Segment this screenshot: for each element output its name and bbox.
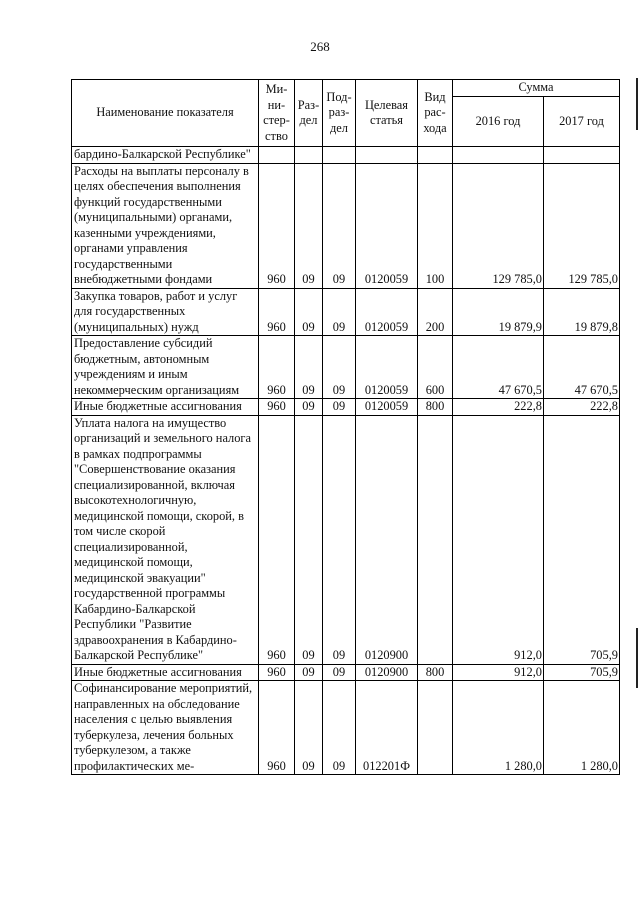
header-name: Наименование показателя <box>72 80 259 147</box>
row-amount-2016 <box>453 147 544 164</box>
row-amount-2017: 222,8 <box>544 399 620 416</box>
row-subsection: 09 <box>323 163 356 288</box>
row-name: Расходы на выплаты персоналу в целях обеспечения выполнения функций государственными (муниципальными) органами, казенными учреждениями, органами управления государственными внебюджетными фондами <box>72 163 259 288</box>
row-section: 09 <box>295 415 323 664</box>
row-name: Софинансирование мероприятий, направленных на обследование населения с целью выявления туберкулеза, лечения больных туберкулезом, а также профилактических ме- <box>72 681 259 775</box>
row-section: 09 <box>295 664 323 681</box>
table-row <box>72 415 620 664</box>
row-ministry: 960 <box>259 163 295 288</box>
row-ministry: 960 <box>259 336 295 399</box>
header-year-2017: 2017 год <box>544 96 620 146</box>
row-subsection: 09 <box>323 399 356 416</box>
row-amount-2016: 912,0 <box>453 664 544 681</box>
row-section: 09 <box>295 163 323 288</box>
row-expense-type <box>418 415 453 664</box>
row-expense-type <box>418 147 453 164</box>
row-amount-2016: 129 785,0 <box>453 163 544 288</box>
row-ministry <box>259 147 295 164</box>
header-year-2016: 2016 год <box>453 96 544 146</box>
table-row <box>72 664 620 681</box>
row-name: Закупка товаров, работ и услуг для государственных (муниципальных) нужд <box>72 288 259 336</box>
header-sum: Сумма <box>453 80 620 97</box>
row-amount-2017: 129 785,0 <box>544 163 620 288</box>
row-name: Иные бюджетные ассигнования <box>72 664 259 681</box>
row-expense-type: 800 <box>418 399 453 416</box>
header-subsection: Под- раз- дел <box>323 80 356 147</box>
row-name: бардино-Балкарской Республике" <box>72 147 259 164</box>
row-section <box>295 147 323 164</box>
row-ministry: 960 <box>259 399 295 416</box>
scan-edge-mark <box>636 78 638 130</box>
row-target: 0120059 <box>356 399 418 416</box>
row-subsection: 09 <box>323 415 356 664</box>
row-name: Уплата налога на имущество организаций и земельного налога в рамках подпрограммы "Совершенствование оказания специализированной, включая высокотехнологичную, медицинской помощи, скорой, в том числе скорой специализированной, медицинской помощи, медицинской эвакуации" государственной программы Кабардино-Балкарской Республики "Развитие здравоохранения в Кабардино-Балкарской Республике" <box>72 415 259 664</box>
header-expense-type: Вид рас- хода <box>418 80 453 147</box>
row-section: 09 <box>295 399 323 416</box>
row-amount-2017 <box>544 147 620 164</box>
row-expense-type: 100 <box>418 163 453 288</box>
budget-table <box>71 79 620 775</box>
row-target: 0120900 <box>356 664 418 681</box>
row-amount-2016: 19 879,9 <box>453 288 544 336</box>
row-target: 0120059 <box>356 288 418 336</box>
row-section: 09 <box>295 681 323 775</box>
row-expense-type: 600 <box>418 336 453 399</box>
row-expense-type: 200 <box>418 288 453 336</box>
scan-edge-mark <box>636 628 638 688</box>
row-name: Предоставление субсидий бюджетным, автономным учреждениям и иным некоммерческим организациям <box>72 336 259 399</box>
row-amount-2017: 1 280,0 <box>544 681 620 775</box>
table-row <box>72 147 620 164</box>
row-subsection: 09 <box>323 664 356 681</box>
table-row <box>72 399 620 416</box>
row-target: 0120059 <box>356 163 418 288</box>
row-amount-2017: 47 670,5 <box>544 336 620 399</box>
row-amount-2017: 19 879,8 <box>544 288 620 336</box>
row-subsection: 09 <box>323 288 356 336</box>
row-subsection: 09 <box>323 681 356 775</box>
row-amount-2016: 222,8 <box>453 399 544 416</box>
row-amount-2017: 705,9 <box>544 415 620 664</box>
row-subsection: 09 <box>323 336 356 399</box>
row-ministry: 960 <box>259 681 295 775</box>
row-target <box>356 147 418 164</box>
table-row <box>72 681 620 775</box>
row-name: Иные бюджетные ассигнования <box>72 399 259 416</box>
header-target: Целевая статья <box>356 80 418 147</box>
row-amount-2016: 1 280,0 <box>453 681 544 775</box>
row-amount-2016: 47 670,5 <box>453 336 544 399</box>
row-section: 09 <box>295 336 323 399</box>
row-subsection <box>323 147 356 164</box>
row-ministry: 960 <box>259 288 295 336</box>
row-target: 0120900 <box>356 415 418 664</box>
header-section: Раз- дел <box>295 80 323 147</box>
row-ministry: 960 <box>259 664 295 681</box>
table-row <box>72 163 620 288</box>
row-section: 09 <box>295 288 323 336</box>
row-target: 012201Ф <box>356 681 418 775</box>
row-amount-2016: 912,0 <box>453 415 544 664</box>
page-number: 268 <box>310 39 330 54</box>
row-expense-type <box>418 681 453 775</box>
header-ministry: Ми- ни- стер- ство <box>259 80 295 147</box>
table-row <box>72 336 620 399</box>
row-amount-2017: 705,9 <box>544 664 620 681</box>
row-ministry: 960 <box>259 415 295 664</box>
row-target: 0120059 <box>356 336 418 399</box>
row-expense-type: 800 <box>418 664 453 681</box>
table-row <box>72 288 620 336</box>
